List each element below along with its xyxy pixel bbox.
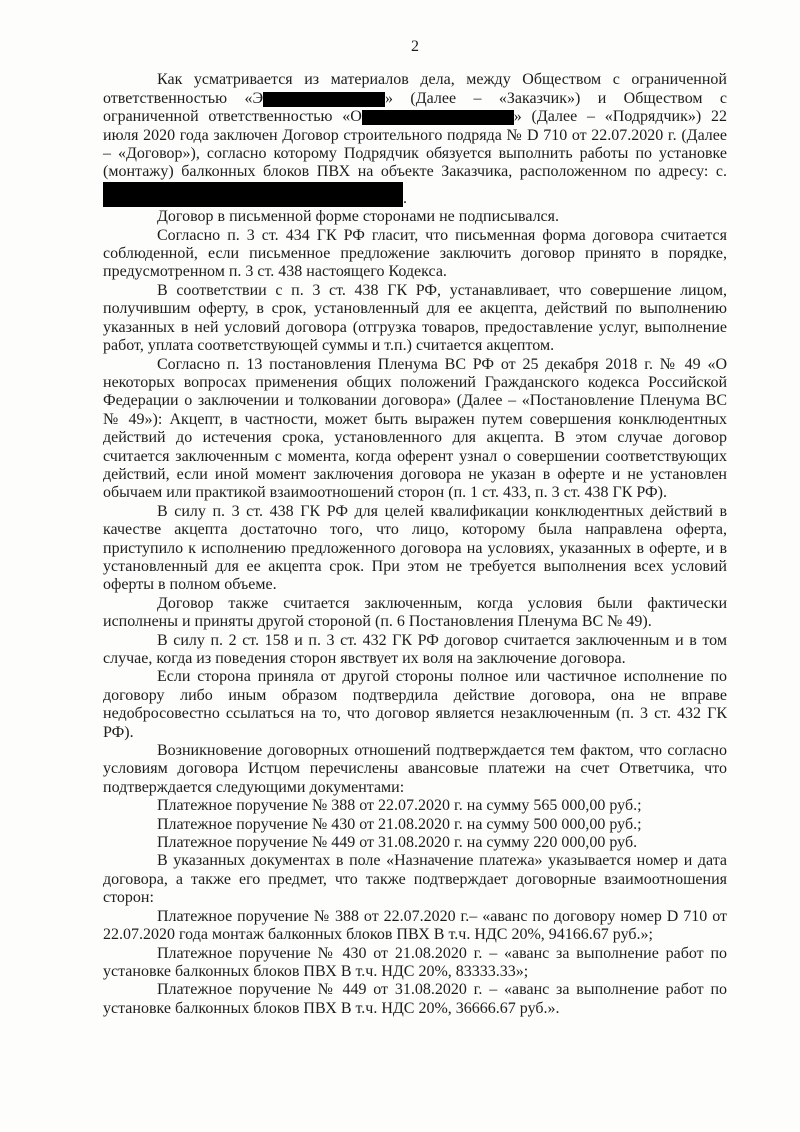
para-payment-449: Платежное поручение № 449 от 31.08.2020 г. на сумму 220 000,00 руб. xyxy=(157,834,638,852)
para-plenum-p6: Договор также считается заключенным, когда условия были фактически исполнены и приняты другой стороной (п. 6 Постановления Пленума ВС № 49). xyxy=(103,594,727,631)
document-body xyxy=(103,71,727,1018)
para-estoppel: Если сторона приняла от другой стороны полное или частичное исполнение по договору либо иным образом подтвердила действие договора, она не вправе недобросовестно ссылаться на то, что договор является незаключенным (п. 3 ст. 432 ГК РФ). xyxy=(103,668,727,741)
para-payment-449-purpose: Платежное поручение № 449 от 31.08.2020 г. – «аванс за выполнение работ по установке балконных блоков ПВХ В т.ч. НДС 20%, 36666.67 руб.». xyxy=(103,981,727,1017)
para-no-written-form: Договор в письменной форме сторонами не подписывался. xyxy=(157,208,560,226)
para-payment-388: Платежное поручение № 388 от 22.07.2020 г. на сумму 565 000,00 руб.; xyxy=(157,797,642,815)
para-plenum-13: Согласно п. 13 постановления Пленума ВС РФ от 25 декабря 2018 г. № 49 «О некоторых вопросах применения общих положений Гражданского кодекса Российской Федерации о заключении и толковании договора» (Далее – «Постановление Пленума ВС № 49»): Акцепт, в частности, может быть выражен путем совершения конклюдентных действий до истечения срока, установленного для акцепта. В этом случае договор считается заключенным с момента, когда оферент узнал о совершении соответствующих действий, если иной момент заключения договора не указан в оферте и не установлен обычаем или практикой взаимоотношений сторон (п. 1 ст. 433, п. 3 ст. 438 ГК РФ). xyxy=(103,355,727,502)
redaction-box xyxy=(263,92,385,107)
para-payment-430-purpose: Платежное поручение № 430 от 21.08.2020 г. – «аванс за выполнение работ по установке балконных блоков ПВХ В т.ч. НДС 20%, 83333.33»; xyxy=(103,944,727,980)
para-payment-388-purpose: Платежное поручение № 388 от 22.07.2020 г.– «аванс по договору номер D 710 от 22.07.2020 года монтаж балконных блоков ПВХ В т.ч. НДС 20%, 94166.67 руб.»; xyxy=(103,907,727,944)
para-payment-430: Платежное поручение № 430 от 21.08.2020 г. на сумму 500 000,00 руб.; xyxy=(157,815,642,833)
redaction-box xyxy=(103,182,403,207)
para-gk-158-432: В силу п. 2 ст. 158 и п. 3 ст. 432 ГК РФ договор считается заключенным и в том случае, когда из поведения сторон явствует их воля на заключение договора. xyxy=(103,631,727,667)
page-number: 2 xyxy=(411,38,419,55)
para-advance-payments: Возникновение договорных отношений подтверждается тем фактом, что согласно условиям договора Истцом перечислены авансовые платежи на счет Ответчика, что подтверждается следующими документами: xyxy=(103,742,727,796)
para-payment-purpose-field: В указанных документах в поле «Назначение платежа» указывается номер и дата договора, а также его предмет, что также подтверждает договорные взаимоотношения сторон: xyxy=(103,852,727,907)
para-gk-438-qualification: В силу п. 3 ст. 438 ГК РФ для целей квалификации конклюдентных действий в качестве акцепта достаточно того, что лицо, которому была направлена оферта, приступило к исполнению предложенного договора на условиях, указанных в оферте, и в установленный для ее акцепта срок. При этом не требуется выполнения всех условий оферты в полном объеме. xyxy=(103,502,727,594)
para-case-intro: Как усматривается из материалов дела, между Обществом с ограниченной ответственностью «Э » (Далее – «Заказчик») и Обществом с ограниченной ответственностью «О » (Далее – «Подрядчик») 22 июля 2020 года заключен Договор строительного подряда № D 710 от 22.07.2020 г. (Далее – «Договор»), согласно которому Подрядчик обязуется выполнить работы по установке (монтажу) балконных блоков ПВХ на объекте Заказчика, расположенном по адресу: с. . xyxy=(103,71,728,207)
para-gk-438-accept: В соответствии с п. 3 ст. 438 ГК РФ, устанавливает, что совершение лицом, получившим оферту, в срок, установленный для ее акцепта, действий по выполнению указанных в ней условий договора (отгрузка товаров, предоставление услуг, выполнение работ, уплата соответствующей суммы и т.п.) считается акцептом. xyxy=(103,281,727,355)
para-gk-434: Согласно п. 3 ст. 434 ГК РФ гласит, что письменная форма договора считается соблюденной, если письменное предложение заключить договор принято в порядке, предусмотренном п. 3 ст. 438 настоящего Кодекса. xyxy=(103,226,727,281)
redaction-box xyxy=(362,110,514,125)
